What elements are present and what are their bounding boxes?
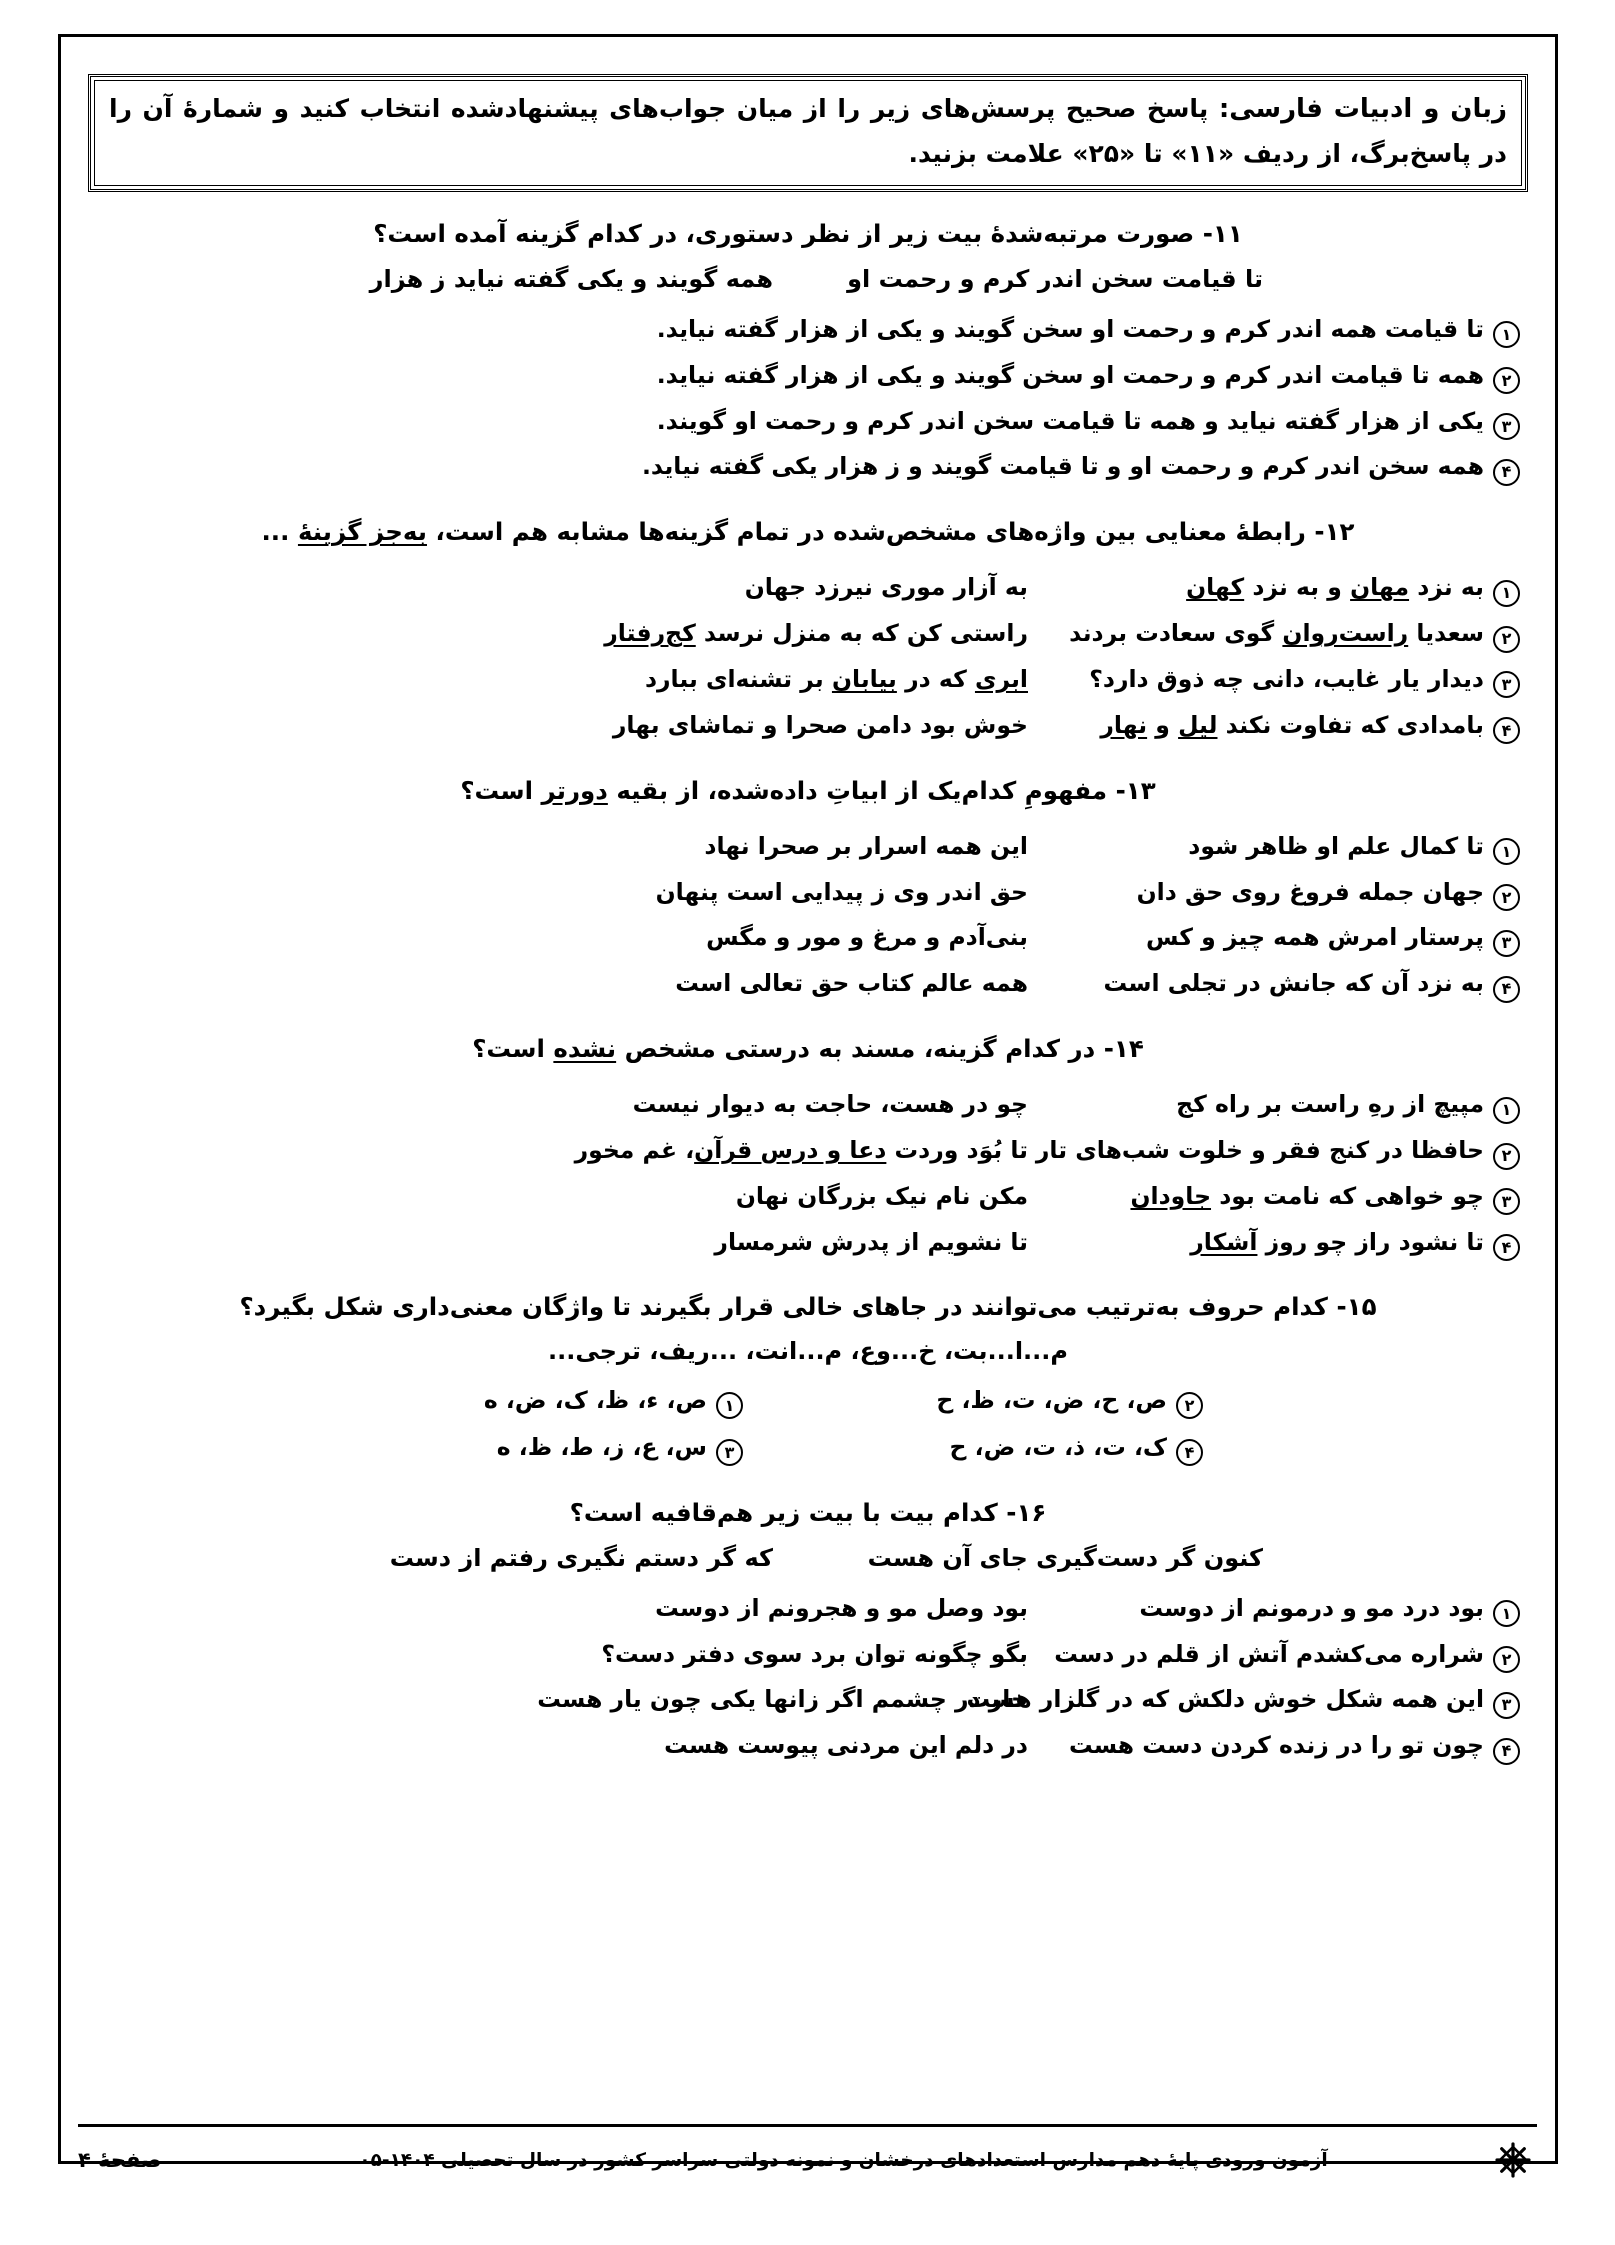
option-hemistich-b: چو در هست، حاجت به دیوار نیست [632, 1090, 1028, 1119]
option-text: همه تا قیامت اندر کرم و رحمت او سخن گویند و یکی از هزار گفته نیاید. [656, 360, 1484, 389]
option-hemistich-a: این همه شکل خوش دلکش که در گلزار هست [966, 1685, 1484, 1714]
option-hemistich-a: حافظا در کنج فقر و خلوت شب‌های تار [1035, 1136, 1484, 1165]
question-13-option-3[interactable] [78, 915, 1538, 961]
question-16-hemistich-a: کنون گر دست‌گیری جای آن هست [867, 1543, 1263, 1572]
option-bullet: ۳ [1493, 1692, 1520, 1719]
question-15-option-4[interactable] [873, 1424, 1203, 1471]
option-hemistich-b: تا نشویم از پدرش شرمسار [714, 1227, 1028, 1256]
question-12-stem-emphasis: به‌جز گزینهٔ [297, 517, 427, 547]
option-hemistich-b: مکن نام نیک بزرگان نهان [735, 1181, 1028, 1210]
question-16-option-2[interactable] [78, 1632, 1538, 1678]
option-hemistich-b: در دلم این مردنی پیوست هست [664, 1731, 1028, 1760]
option-hemistich-a: شراره می‌کشدم آتش از قلم در دست [1054, 1639, 1484, 1668]
option-text-pre: راستی کن که به منزل نرسد [695, 619, 1028, 648]
option-bullet: ۲ [1493, 1143, 1520, 1170]
option-hemistich-b: بگو چگونه توان برد سوی دفتر دست؟ [601, 1639, 1028, 1668]
option-underlined-word: جاودان [1130, 1181, 1212, 1210]
question-16-number: ۱۶- [1006, 1497, 1047, 1527]
option-bullet: ۲ [1493, 626, 1520, 653]
question-12-number: ۱۲- [1314, 517, 1355, 547]
option-underlined-word: نهار [1100, 710, 1148, 739]
question-13-option-2[interactable] [78, 870, 1538, 916]
option-text-pre: سعدیا [1408, 619, 1484, 648]
option-text-mid: و به نزد [1244, 573, 1351, 602]
question-11-stem [78, 214, 1538, 253]
question-16-stem-text: کدام بیت با بیت زیر هم‌قافیه است؟ [569, 1497, 998, 1527]
question-13-options [78, 824, 1538, 1007]
option-text-mid: و [1147, 710, 1179, 739]
question-13-number: ۱۳- [1115, 775, 1156, 805]
option-text: همه سخن اندر کرم و رحمت او و تا قیامت گویند و ز هزار یکی گفته نیاید. [641, 452, 1484, 481]
question-14-option-1[interactable] [78, 1082, 1538, 1128]
option-underlined-word: راست‌روان [1282, 619, 1409, 648]
option-text: ص، ء، ظ، ک، ض، ه [483, 1385, 707, 1414]
question-12-option-3[interactable] [78, 657, 1538, 703]
question-16 [78, 1493, 1538, 1769]
question-14-stem-pre: در کدام گزینه، مسند به درستی مشخص [616, 1034, 1096, 1064]
question-11-option-3[interactable] [78, 399, 1538, 445]
question-14-option-4[interactable] [78, 1220, 1538, 1266]
option-bullet: ۴ [1493, 717, 1520, 744]
option-bullet: ۳ [1493, 930, 1520, 957]
option-hemistich-a: مپیچ از رهِ راست بر راه کج [1176, 1090, 1484, 1119]
option-hemistich-b [588, 611, 1054, 657]
option-underlined-word: کهان [1186, 573, 1245, 602]
question-13-stem-pre: مفهومِ کدام‌یک از ابیاتِ داده‌شده، از بقیه [607, 775, 1108, 805]
option-text: تا قیامت همه اندر کرم و رحمت او سخن گویند و یکی از هزار گفته نیاید. [656, 314, 1484, 343]
option-bullet: ۴ [1493, 459, 1520, 486]
instruction-text [109, 87, 1507, 175]
option-bullet: ۱ [1493, 838, 1520, 865]
option-hemistich-b: این همه اسرار بر صحرا نهاد [704, 831, 1028, 860]
option-bullet: ۴ [1493, 1234, 1520, 1261]
option-hemistich-a: پرستار امرش همه چیز و کس [1146, 923, 1484, 952]
option-hemistich-b: بنی‌آدم و مرغ و مور و مگس [706, 923, 1028, 952]
option-hemistich-a: دیدار یار غایب، دانی چه ذوق دارد؟ [1089, 664, 1484, 693]
question-14-options [78, 1082, 1538, 1265]
question-11-option-2[interactable] [78, 353, 1538, 399]
option-text: س، ع، ز، ط، ظ، ه [496, 1432, 707, 1461]
question-12 [78, 512, 1538, 748]
question-14-stem-emphasis: نشده [553, 1034, 617, 1064]
option-bullet: ۳ [1493, 671, 1520, 698]
question-12-option-2[interactable] [78, 611, 1538, 657]
question-11-verse [78, 265, 1538, 293]
option-bullet: ۱ [1493, 580, 1520, 607]
question-11-stem-text: صورت مرتبه‌شدهٔ بیت زیر از نظر دستوری، در کدام گزینه آمده است؟ [373, 218, 1195, 248]
option-hemistich-b: همه عالم کتاب حق تعالی است [675, 969, 1028, 998]
question-15-options-row-2 [78, 1424, 1538, 1471]
option-hemistich-a: جهان جمله فروغ روی حق دان [1136, 877, 1484, 906]
option-underlined-word: آشکار [1190, 1227, 1258, 1256]
question-16-option-3[interactable] [78, 1677, 1538, 1723]
question-11-hemistich-b: همه گویند و یکی گفته نیاید ز هزار [369, 264, 773, 293]
question-12-option-1[interactable] [78, 565, 1538, 611]
option-text-pre: به نزد [1409, 573, 1484, 602]
question-12-stem-pre: رابطهٔ معنایی بین واژه‌های مشخص‌شده در تمام گزینه‌ها مشابه هم است، [426, 517, 1306, 547]
option-hemistich-b [574, 1128, 1054, 1174]
question-11-number: ۱۱- [1202, 218, 1243, 248]
option-hemistich-a [1054, 1220, 1484, 1266]
instruction-body: پاسخ صحیح پرسش‌های زیر را از میان جواب‌های پیشنهادشده انتخاب کنید و شمارهٔ آن را در پاسخ‌برگ، از ردیف «۱۱» تا «۲۵» علامت بزنید. [109, 94, 1507, 168]
option-hemistich-b: به آزار موری نیرزد جهان [744, 573, 1028, 602]
question-15-option-2[interactable] [873, 1377, 1203, 1424]
option-bullet: ۴ [1493, 1738, 1520, 1765]
option-bullet: ۱ [1493, 1097, 1520, 1124]
option-underlined-word: کج‌رفتار [604, 619, 696, 648]
option-underlined-word: لیل [1178, 710, 1218, 739]
option-bullet: ۳ [1493, 413, 1520, 440]
question-15-options-row-1 [78, 1377, 1538, 1424]
question-13-stem-post: است؟ [460, 775, 542, 805]
option-text-pre: تا بُوَد وردت [886, 1136, 1028, 1165]
question-16-option-4[interactable] [78, 1723, 1538, 1769]
option-hemistich-a [1054, 611, 1484, 657]
question-14-stem [78, 1029, 1538, 1068]
question-13-stem [78, 771, 1538, 810]
option-hemistich-b: خار در چشمم اگر زانها یکی چون یار هست [537, 1685, 1028, 1714]
question-12-stem-post: ... [261, 517, 298, 547]
option-bullet: ۲ [1493, 1646, 1520, 1673]
option-bullet: ۴ [1493, 976, 1520, 1003]
question-15-number: ۱۵- [1336, 1292, 1377, 1322]
question-15-stem-text: کدام حروف به‌ترتیب می‌توانند در جاهای خالی قرار بگیرند تا واژگان معنی‌داری شکل بگیرد؟ [239, 1292, 1328, 1322]
option-hemistich-a [1054, 565, 1484, 611]
question-15-stem [78, 1287, 1538, 1326]
option-hemistich-b: خوش بود دامن صحرا و تماشای بهار [612, 710, 1028, 739]
question-14-stem-post: است؟ [472, 1034, 554, 1064]
option-hemistich-b: بود وصل مو و هجرونم از دوست [655, 1593, 1028, 1622]
option-text-pre: چو خواهی که نامت بود [1211, 1181, 1484, 1210]
question-16-verse [78, 1544, 1538, 1572]
question-16-stem [78, 1493, 1538, 1532]
question-11-options [78, 307, 1538, 490]
question-14 [78, 1029, 1538, 1265]
option-text-pre: بامدادی که تفاوت نکند [1217, 710, 1484, 739]
question-11-hemistich-a: تا قیامت سخن اندر کرم و رحمت او [847, 264, 1263, 293]
option-underlined-word: بیابان [831, 664, 897, 693]
question-15-options [78, 1377, 1538, 1471]
option-text-mid: که در [896, 664, 975, 693]
question-12-option-4[interactable] [78, 703, 1538, 749]
question-14-option-2[interactable] [78, 1128, 1538, 1174]
subject-title: زبان و ادبیات فارسی: [1218, 94, 1507, 124]
option-hemistich-b [588, 657, 1054, 703]
footer-divider [78, 2124, 1537, 2127]
question-12-options [78, 565, 1538, 748]
question-11 [78, 214, 1538, 490]
question-15-blanks-line: م...ا...بت، خ...وع، م...انت، ...ریف، ترجی... [547, 1336, 1068, 1365]
option-text-pre: تا نشود راز چو روز [1257, 1227, 1484, 1256]
option-bullet: ۱ [1493, 321, 1520, 348]
option-bullet: ۲ [1493, 367, 1520, 394]
question-15 [78, 1287, 1538, 1470]
footer-page-number: صفحهٔ ۴ [78, 2148, 162, 2172]
option-hemistich-b: حق اندر وی ز پیدایی است پنهان [655, 877, 1028, 906]
option-bullet: ۲ [1176, 1392, 1203, 1419]
option-text-mid: گوی سعادت بردند [1069, 619, 1283, 648]
option-text: ک، ت، ذ، ت، ض، ح [949, 1432, 1167, 1461]
question-13-stem-emphasis: دورتر [541, 775, 608, 805]
question-16-hemistich-b: که گر دستم نگیری رفتم از دست [389, 1543, 773, 1572]
option-bullet: ۳ [1493, 1188, 1520, 1215]
option-hemistich-a [1054, 703, 1484, 749]
question-15-option-1[interactable] [413, 1377, 743, 1424]
question-16-options [78, 1586, 1538, 1769]
question-12-stem [78, 512, 1538, 551]
snowflake-icon [1489, 2136, 1537, 2184]
question-13-option-1[interactable] [78, 824, 1538, 870]
question-14-option-3[interactable] [78, 1174, 1538, 1220]
option-text: ص، ح، ض، ت، ظ، ح [936, 1385, 1167, 1414]
section-instruction-banner [88, 74, 1528, 192]
question-11-option-4[interactable] [78, 444, 1538, 490]
question-14-number: ۱۴- [1103, 1034, 1144, 1064]
page-content [78, 52, 1538, 2147]
option-hemistich-a: چون تو را در زنده کردن دست هست [1068, 1731, 1484, 1760]
option-hemistich-a: بود درد مو و درمونم از دوست [1139, 1593, 1484, 1622]
option-hemistich-a: به نزد آن که جانش در تجلی است [1103, 969, 1484, 998]
footer-exam-title: آزمون ورودی پایهٔ دهم مدارس استعدادهای درخشان و نمونه دولتی سراسر کشور در سال تحصیلی ۱۴۰۴-۰۵ [359, 2149, 1328, 2171]
option-bullet: ۱ [716, 1392, 743, 1419]
question-16-option-1[interactable] [78, 1586, 1538, 1632]
question-13 [78, 771, 1538, 1007]
option-text-post: ، غم مخور [574, 1136, 695, 1165]
question-13-option-4[interactable] [78, 961, 1538, 1007]
option-bullet: ۳ [716, 1439, 743, 1466]
question-15-option-3[interactable] [413, 1424, 743, 1471]
option-text-post: بر تشنه‌ای ببارد [644, 664, 832, 693]
option-hemistich-a [1054, 1174, 1484, 1220]
option-underlined-word: مهان [1350, 573, 1410, 602]
page-footer [78, 2131, 1537, 2189]
option-text: یکی از هزار گفته نیاید و همه تا قیامت سخن اندر کرم و رحمت او گویند. [656, 406, 1484, 435]
question-11-option-1[interactable] [78, 307, 1538, 353]
option-bullet: ۴ [1176, 1439, 1203, 1466]
option-underlined-word: ابری [974, 664, 1028, 693]
option-hemistich-a: تا کمال علم او ظاهر شود [1188, 831, 1484, 860]
option-bullet: ۱ [1493, 1600, 1520, 1627]
option-underlined-word: دعا و درس قرآن [694, 1136, 887, 1165]
option-bullet: ۲ [1493, 884, 1520, 911]
